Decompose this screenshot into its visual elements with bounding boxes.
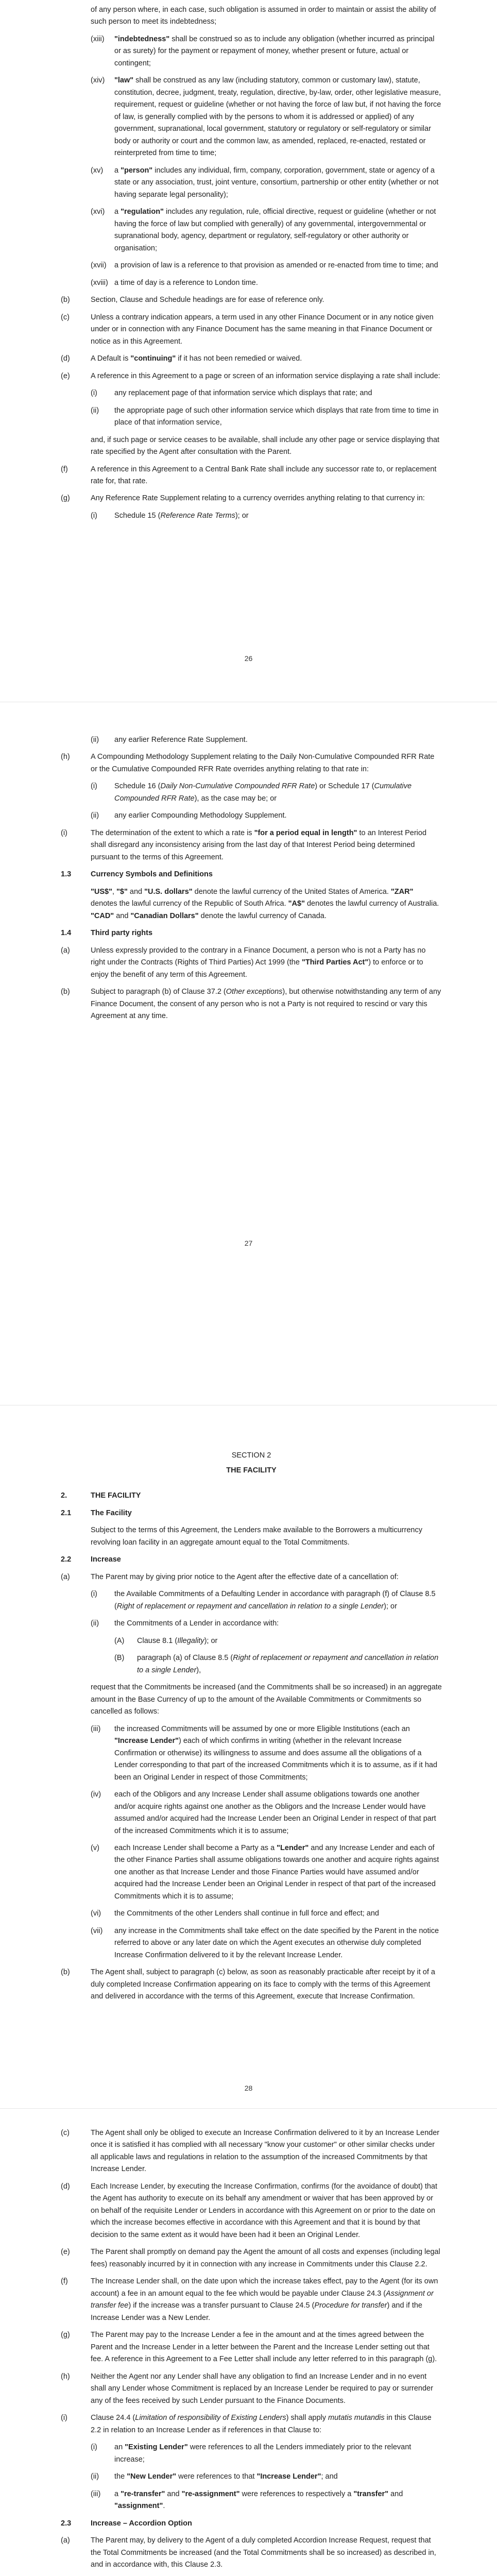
clause-item [61,1554,442,1566]
clause-item [61,2371,442,2407]
page-28-clauses [61,1490,442,2003]
clause-item [61,277,442,289]
clause-item [61,1588,442,1613]
clause-text: the Commitments of the other Lenders shall continue in full force and effect; and [114,1909,379,1918]
clause-text: Neither the Agent nor any Lender shall have any obligation to find an Increase Lender and in no event shall any Lender whose Commitment is replaced by an Increase Lender be required to pay or surrender any of the fees received by such Lender pursuant to the Finance Documents. [91,2372,433,2405]
clause-item [61,2518,442,2530]
clause-text: Any Reference Rate Supplement relating to a currency overrides anything relating to that currency in: [91,494,425,503]
clause-text: A Compounding Methodology Supplement relating to the Daily Non-Cumulative Compounded RFR Rate or the Cumulative Compounded RFR Rate overrides anything relating to that rate in: [91,753,435,773]
clause-text: paragraph (a) of Clause 8.5 (Right of replacement or repayment and cancellation in relation to a single Lender), [137,1654,439,1674]
clause-number: (a) [61,1572,70,1581]
clause-text: The Facility [91,1509,132,1517]
clause-item [61,510,442,522]
clause-text: Clause 8.1 (Illegality); or [137,1636,218,1645]
clause-item [61,464,442,488]
clause-text: Unless expressly provided to the contrary in a Finance Document, a person who is not a Party has no right under the Contracts (Rights of Third Parties) Act 1999 (the "Third Parties Act") to enforce or to enjoy the benefit of any term of this Agreement. [91,946,426,979]
clause-text: Schedule 16 (Daily Non-Cumulative Compounded RFR Rate) or Schedule 17 (Cumulative Compounded RFR Rate), as the case may be; or [114,782,412,803]
page-29-content [61,2127,442,2576]
clause-number: (b) [61,296,70,304]
clause-number: (iii) [91,2489,101,2498]
page-27-content [61,734,442,1028]
clause-item [61,1908,442,1920]
clause-item [61,294,442,306]
clause-text: any earlier Compounding Methodology Supplement. [114,811,287,820]
clause-text: any increase in the Commitments shall take effect on the date specified by the Parent in the notice referred to above or any later date on which the Agent executes an otherwise duly completed Increase Confirmation delivered to it by the relevant Increase Lender. [114,1926,439,1959]
clause-text: Subject to the terms of this Agreement, the Lenders make available to the Borrowers a multicurrency revolving loan facility in an aggregate amount equal to the Total Commitments. [91,1526,422,1547]
clause-number: (xiv) [91,76,105,85]
clause-text: "law" shall be construed as any law (including statutory, common or customary law), statute, constitution, decree, judgment, treaty, regulation, directive, by-law, order, other legislative measure, requirement, request or guideline (whether or not having the force of law but, if not having the force of law, is generally complied with by the persons to whom it is addressed or applied) of any government, supranational, local government, statutory or regulatory or self-regulatory or similar body or authority or court and the common law, as amended, replaced, re-enacted, restated or reinterpreted from time to time; [114,76,441,158]
clause-item [61,869,442,880]
clause-number: (i) [61,2414,67,2422]
clause-number: (g) [61,494,70,503]
clause-number: (i) [91,1590,97,1599]
clause-number: (iii) [91,1724,101,1733]
clause-number: 2.1 [61,1509,72,1517]
clause-item [61,1789,442,1837]
clause-number: (g) [61,2331,70,2340]
clause-item [61,75,442,159]
clause-item [61,751,442,775]
clause-number: 2.3 [61,2519,72,2528]
clause-text: an "Existing Lender" were references to all the Lenders immediately prior to the relevant increase; [114,2443,412,2464]
clause-text: a "regulation" includes any regulation, rule, official directive, request or guideline (whether or not having the force of law but complied with generally) of any governmental, intergovernmental or supranational body, agency, department or regulatory, self-regulatory or other authority or organisation; [114,208,436,252]
clause-text: Section, Clause and Schedule headings are for ease of reference only. [91,296,324,304]
page-separator [0,2108,497,2109]
clause-item [61,1723,442,1784]
page-26 [0,0,497,701]
clause-text: a "re-transfer" and "re-assignment" were references to respectively a "transfer" and "assignment". [114,2489,403,2511]
clause-number: (d) [61,354,70,363]
clause-number: (xvii) [91,261,107,270]
clause-number: (a) [61,946,70,955]
clause-text: The Parent shall promptly on demand pay the Agent the amount of all costs and expenses (including legal fees) reasonably incurred by it in connection with any increase in Commitments under this Clause 2.2. [91,2248,440,2268]
page-26-content [61,4,442,527]
clause-item [61,2246,442,2270]
clause-text: The Increase Lender shall, on the date upon which the increase takes effect, pay to the Agent (for its own account) a fee in an amount equal to the fee which would be payable under Clause 24.3 (Assignment or transfer fee) if the increase was a transfer pursuant to Clause 24.5 (Procedure for transfer) and if the Increase Lender was a New Lender. [91,2277,438,2322]
clause-number: (ii) [91,2472,99,2481]
clause-item [61,2488,442,2513]
clause-text: The Agent shall only be obliged to execute an Increase Confirmation delivered to it by an Increase Lender once it is satisfied it has complied with all necessary "know your customer" or other similar checks under all applicable laws and regulations in relation to the assumption of the increased Commitments by that Increase Lender. [91,2129,440,2174]
clause-item [61,2181,442,2241]
clause-number: (i) [91,389,97,398]
clause-text: request that the Commitments be increased (and the Commitments shall be so increased) in an aggregate amount in the Base Currency of up to the amount of the Available Commitments or Commitments so cancelled as follows: [91,1683,442,1716]
clause-item [61,1490,442,1502]
clause-number: (f) [61,465,68,473]
clause-number: (B) [114,1654,125,1663]
clause-text: Currency Symbols and Definitions [91,870,213,879]
clause-item [61,1925,442,1961]
clause-item [61,1507,442,1519]
clause-text: "indebtedness" shall be construed so as to include any obligation (whether incurred as principal or as surety) for the payment or repayment of money, whether present or future, actual or contingent; [114,35,435,67]
clause-text: the increased Commitments will be assumed by one or more Eligible Institutions (each an "Increase Lender") each of which confirms in writing (whether in the relevant Increase Confirmation or otherwise) its willingness to assume and does assume all the obligations of a Lender corresponding to that part of the increased Commitments which it is to assume, as if it had been an Original Lender in respect of those Commitments; [114,1724,438,1782]
clause-number: 2. [61,1492,67,1500]
clause-text: A Default is "continuing" if it has not been remedied or waived. [91,354,302,363]
clause-continuation [61,1524,442,1549]
clause-number: (e) [61,371,70,380]
clause-number: (c) [61,2129,70,2137]
clause-number: (i) [91,782,97,791]
clause-number: (h) [61,753,70,761]
clause-item [61,206,442,255]
clause-number: 1.3 [61,870,72,879]
clause-number: (i) [91,2443,97,2452]
clause-text: the Commitments of a Lender in accordance with: [114,1619,279,1628]
clause-item [61,493,442,504]
clause-text: the "New Lender" were references to that "Increase Lender"; and [114,2472,338,2481]
clause-continuation [61,1682,442,1718]
clause-number: (a) [61,2536,70,2545]
clause-number: (ii) [91,736,99,744]
clause-item [61,370,442,382]
clause-number: (ii) [91,406,99,415]
clause-item [61,1635,442,1647]
clause-number: 1.4 [61,929,72,938]
section-title: SECTION 2 [231,1451,271,1460]
clause-number: (vii) [91,1926,103,1935]
clause-item [61,945,442,981]
clause-item [61,986,442,1022]
clause-text: and, if such page or service ceases to be available, shall include any other page or service displaying that rate specified by the Agent after consultation with the Parent. [91,435,440,456]
clause-text: a time of day is a reference to London time. [114,278,258,287]
clause-text: A reference in this Agreement to a Central Bank Rate shall include any successor rate to, or replacement rate for, that rate. [91,465,437,485]
clause-number: (b) [61,1968,70,1977]
clause-item [61,1571,442,1583]
clause-text: a "person" includes any individual, firm, company, corporation, government, state or agency of a state or any association, trust, joint venture, consortium, partnership or other entity (whether or not having separate legal personality); [114,166,439,199]
page-28-content [61,1450,442,2008]
clause-continuation [61,4,442,28]
clause-number: (xv) [91,166,104,175]
clause-item [61,2471,442,2483]
clause-number: (ii) [91,811,99,820]
clause-continuation [61,886,442,922]
clause-text: The Parent may by giving prior notice to the Agent after the effective date of a cancellation of: [91,1572,399,1581]
clause-text: A reference in this Agreement to a page or screen of an information service displaying a rate shall include: [91,371,440,380]
section-subtitle: THE FACILITY [226,1466,277,1475]
clause-item [61,734,442,746]
clause-number: (A) [114,1636,125,1645]
clause-item [61,1842,442,1903]
clause-number: (i) [61,828,67,837]
clause-number: (xviii) [91,278,108,287]
clause-number: (iv) [91,1790,101,1799]
clause-item [61,1652,442,1676]
clause-number: (d) [61,2182,70,2191]
clause-text: Increase – Accordion Option [91,2519,192,2528]
clause-text: the appropriate page of such other information service which displays that rate from time to time in place of that information service, [114,406,439,427]
clause-text: THE FACILITY [91,1492,141,1500]
clause-text: any replacement page of that information service which displays that rate; and [114,389,372,398]
clause-item [61,387,442,399]
clause-item [61,2412,442,2436]
page-28 [0,1406,497,2107]
clause-text: Each Increase Lender, by executing the Increase Confirmation, confirms (for the avoidance of doubt) that the Agent has authority to execute on its behalf any amendment or waiver that has been approved by or on behalf of the requisite Lender or Lenders in accordance with this Agreement on or prior to the date on which the increase becomes effective in accordance with this Agreement and that it is bound by that decision to the same extent as it would have been had it been an Original Lender. [91,2182,438,2239]
clause-text: The Parent may pay to the Increase Lender a fee in the amount and at the times agreed between the Parent and the Increase Lender in a letter between the Parent and the Increase Lender setting out that fee. A reference in this Agreement to a Fee Letter shall include any letter referred to in this paragraph (g). [91,2331,437,2364]
clause-text: Subject to paragraph (b) of Clause 37.2 (Other exceptions), but otherwise notwithstanding any term of any Finance Document, the consent of any person who is not a Party is not required to rescind or vary this Agreement at any time. [91,988,441,1021]
clause-number: (xiii) [91,35,105,43]
clause-text: each Increase Lender shall become a Party as a "Lender" and any Increase Lender and each of the other Finance Parties shall assume obligations towards one another and acquire rights against one another as that Increase Lender and those Finance Parties would have assumed and/or acquired had the Increase Lender been an Original Lender in respect of that part of the increased Commitments which it is to assume; [114,1844,439,1901]
clause-number: (b) [61,988,70,996]
page-27 [0,703,497,1404]
clause-item [61,165,442,201]
clause-item [61,2329,442,2365]
clause-item [61,260,442,272]
clause-item [61,1967,442,2003]
page-number: 26 [244,654,253,663]
clause-item [61,312,442,348]
clause-number: (c) [61,313,70,321]
clause-item [61,353,442,365]
clause-text: Clause 24.4 (Limitation of responsibility of Existing Lenders) shall apply mutatis mutandis in this Clause 2.2 in relation to an Increase Lender as if references in that Clause to: [91,2414,432,2434]
page-number: 27 [244,1239,253,1247]
clause-text: each of the Obligors and any Increase Lender shall assume obligations towards one another and/or acquire rights against one another as the Obligors and the Increase Lender would have assumed and/or acquired had the Increase Lender been an Original Lender in respect of that part of the increased Commitments which it is to assume; [114,1790,436,1835]
clause-text: The Parent may, by delivery to the Agent of a duly completed Accordion Increase Request, request that the Total Commitments be increased (and the Total Commitments shall be so increased) as described in, and in accordance with, this Clause 2.3. [91,2536,436,2569]
clause-number: (ii) [91,1619,99,1628]
clause-number: (vi) [91,1909,101,1918]
page-number: 28 [244,2084,253,2092]
clause-text: of any person where, in each case, such obligation is assumed in order to maintain or assist the ability of such person to meet its indebtedness; [91,6,436,26]
clause-number: (i) [91,511,97,520]
page-29 [0,2110,497,2576]
clause-item [61,2535,442,2571]
clause-item [61,33,442,70]
clause-item [61,1618,442,1630]
clause-text: Schedule 15 (Reference Rate Terms); or [114,511,249,520]
clause-item [61,2276,442,2324]
clause-number: (xvi) [91,208,105,216]
clause-text: Unless a contrary indication appears, a term used in any other Finance Document or in any notice given under or in connection with any Finance Document has the same meaning in that Finance Document or notice as in this Agreement. [91,313,434,346]
clause-text: The Agent shall, subject to paragraph (c) below, as soon as reasonably practicable after receipt by it of a duly completed Increase Confirmation appearing on its face to comply with the terms of this Agreement and delivered in accordance with the terms of this Agreement, execute that Increase Confirmation. [91,1968,435,2001]
clause-text: Increase [91,1555,121,1564]
clause-text: a provision of law is a reference to that provision as amended or re-enacted from time to time; and [114,261,438,270]
clause-text: Third party rights [91,929,153,938]
clause-text: The determination of the extent to which a rate is "for a period equal in length" to an Interest Period shall disregard any inconsistency arising from the last day of that Interest Period being determined pursuant to the terms of this Agreement. [91,828,427,861]
clause-item [61,781,442,805]
clause-item [61,927,442,939]
clause-continuation [61,434,442,459]
clause-item [61,2127,442,2176]
clause-number: (h) [61,2372,70,2381]
clause-text: any earlier Reference Rate Supplement. [114,736,248,744]
clause-number: 2.2 [61,1555,72,1564]
clause-number: (v) [91,1844,99,1852]
clause-item [61,810,442,822]
clause-text: "US$", "$" and "U.S. dollars" denote the lawful currency of the United States of America. "ZAR" denotes the lawful currency of the Republic of South Africa. "A$" denotes the lawful currency of Australia. "CAD" and "Canadian Dollars" denote the lawful currency of Canada. [91,887,439,920]
clause-item [61,827,442,863]
clause-number: (e) [61,2248,70,2257]
clause-text: the Available Commitments of a Defaulting Lender in accordance with paragraph (f) of Clause 8.5 (Right of replacement or repayment and cancellation in relation to a single Lender); or [114,1590,436,1611]
clause-item [61,405,442,429]
clause-item [61,2442,442,2466]
clause-number: (f) [61,2277,68,2286]
